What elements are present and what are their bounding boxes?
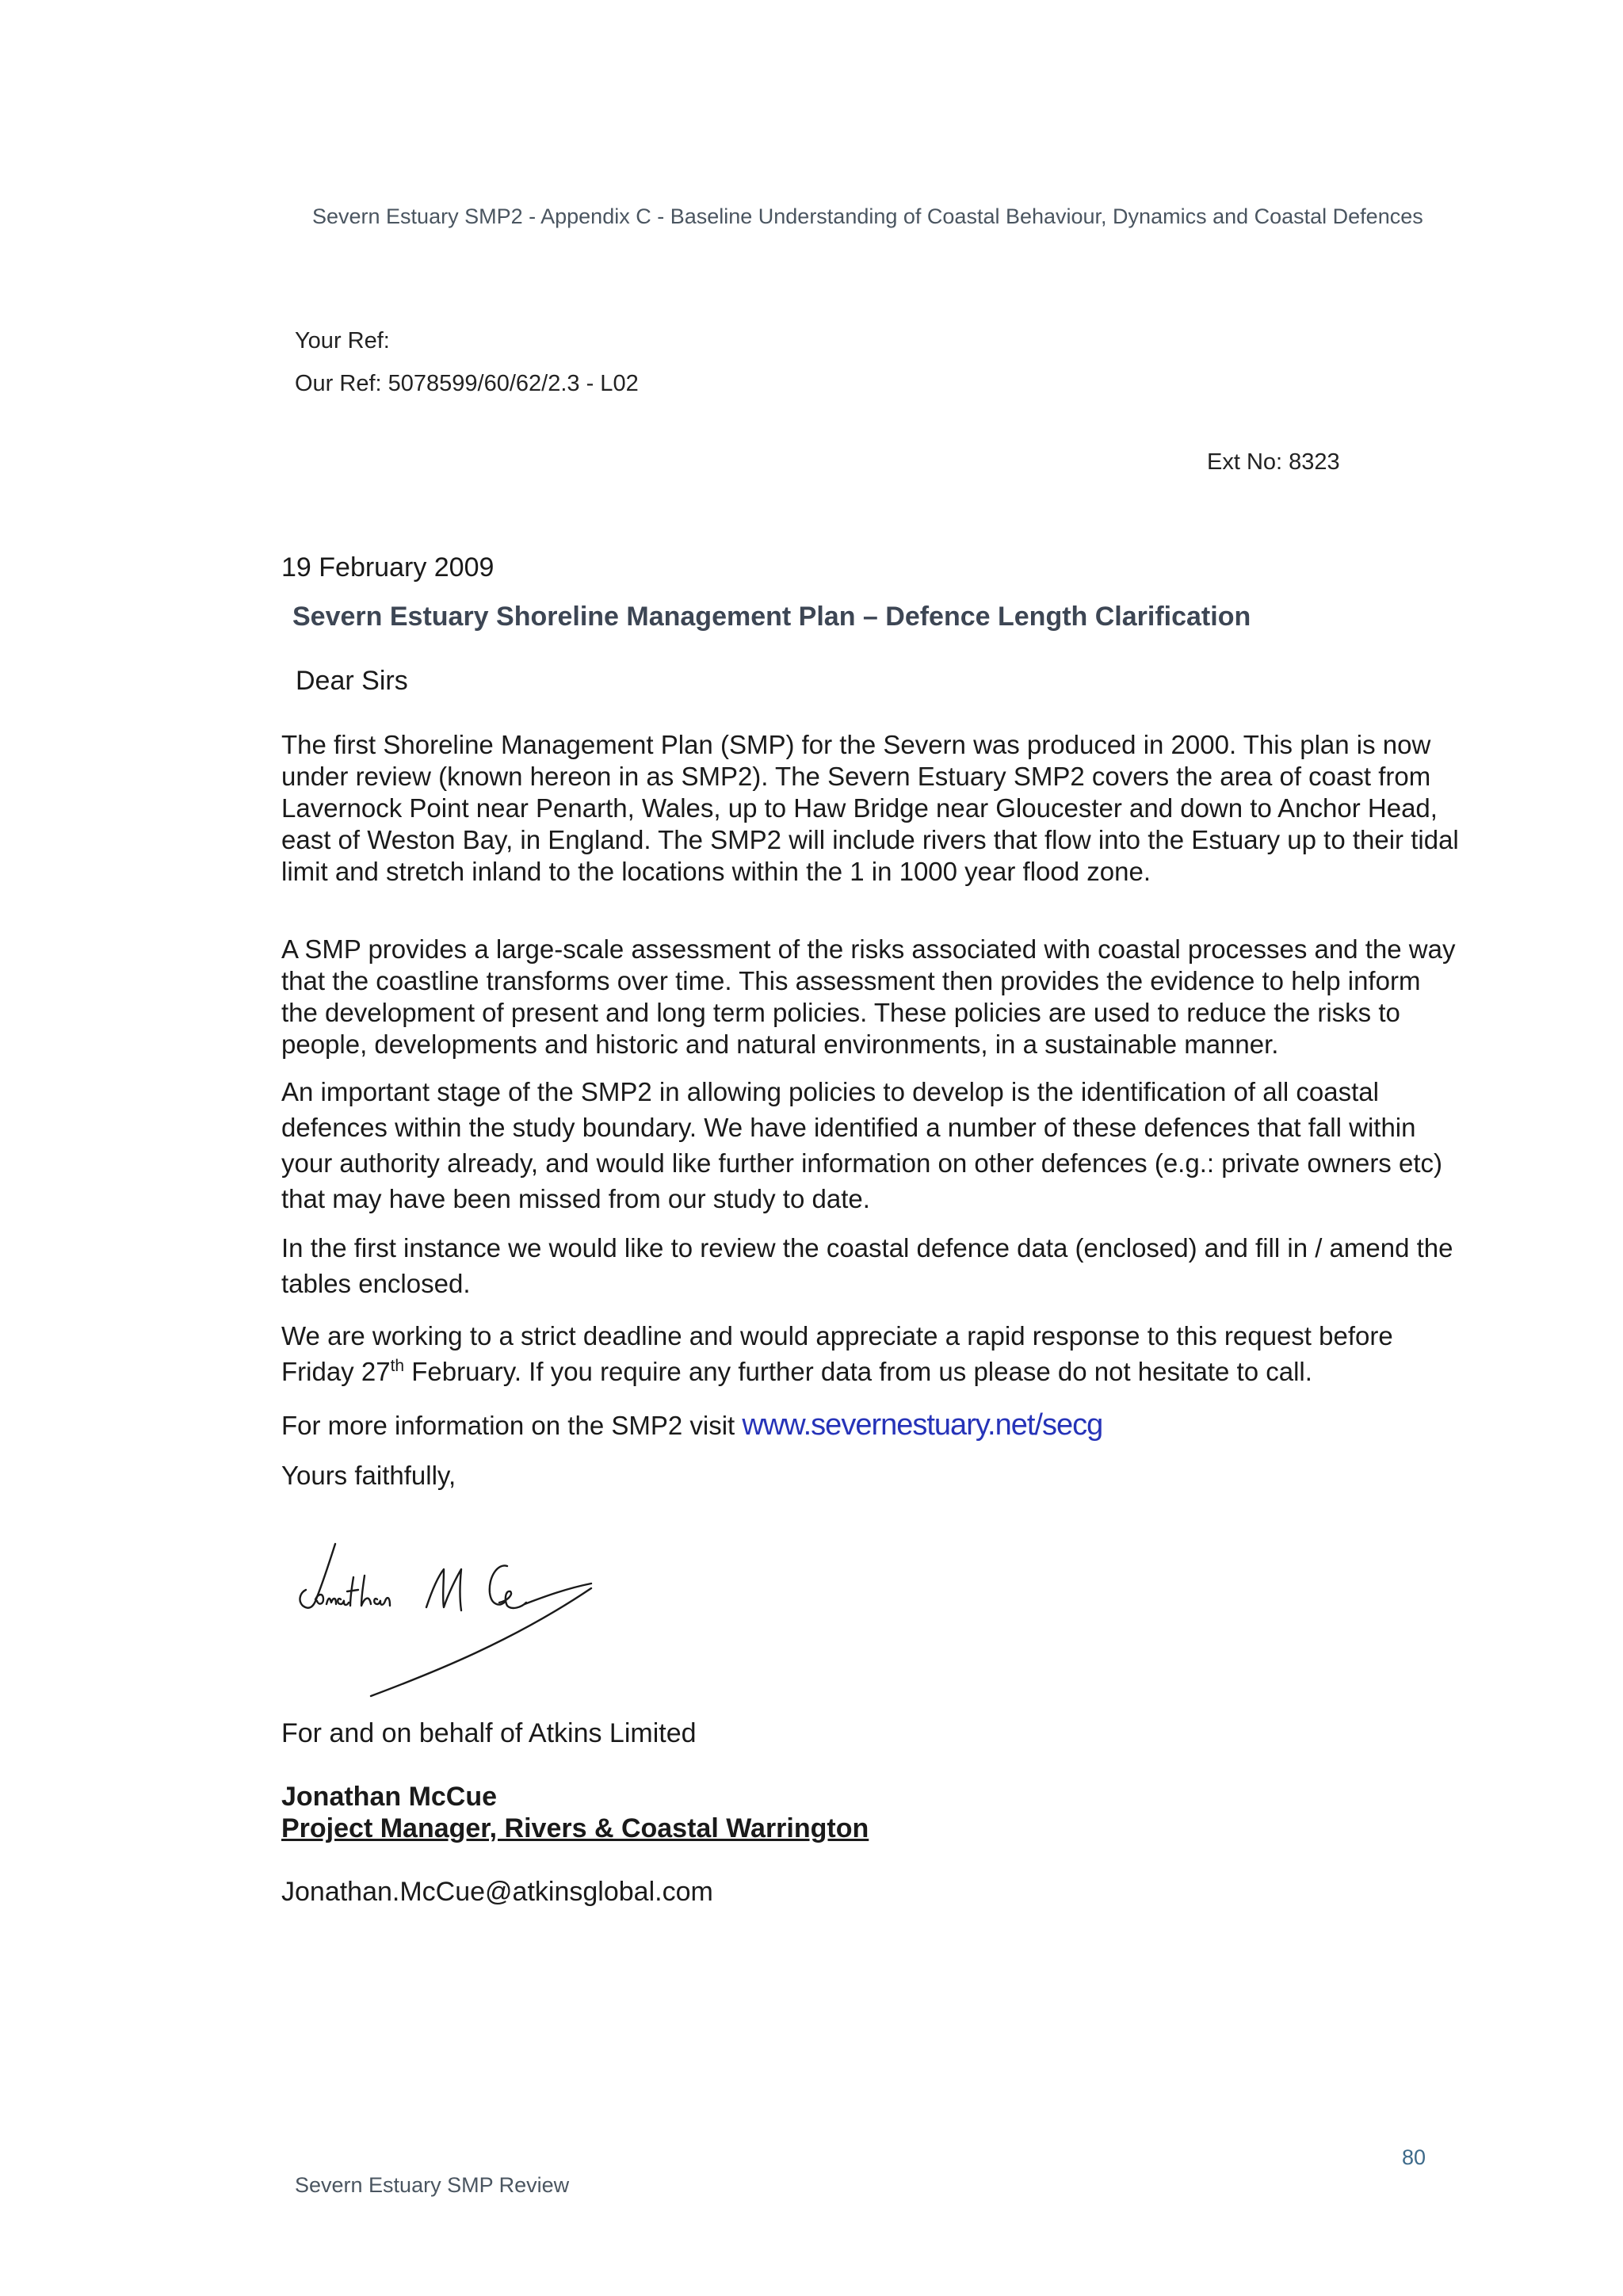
paragraph-info	[281, 1409, 1462, 1442]
footer-document-name: Severn Estuary SMP Review	[295, 2173, 570, 2197]
salutation: Dear Sirs	[296, 666, 408, 696]
our-ref: Our Ref: 5078599/60/62/2.3 - L02	[295, 371, 639, 396]
running-header: Severn Estuary SMP2 - Appendix C - Baseline Understanding of Coastal Behaviour, Dynamics and Coastal Defences	[312, 204, 1423, 228]
ext-number: Ext No: 8323	[1207, 449, 1340, 475]
your-ref: Your Ref:	[295, 328, 390, 353]
letter-subject: Severn Estuary Shoreline Management Plan – Defence Length Clarification	[292, 602, 1251, 632]
ordinal-suffix: th	[390, 1357, 405, 1375]
signatory-role: Project Manager, Rivers & Coastal Warrington	[281, 1813, 869, 1843]
info-text: For more information on the SMP2 visit	[281, 1411, 743, 1440]
signatory-email[interactable]: Jonathan.McCue@atkinsglobal.com	[281, 1877, 713, 1907]
deadline-text: We are working to a strict deadline and would appreciate a rapid response to this request before Friday 27	[281, 1321, 1393, 1386]
deadline-text-end: February. If you require any further data from us please do not hesitate to call.	[404, 1357, 1312, 1386]
paragraph-deadline	[281, 1318, 1462, 1389]
paragraph-2: A SMP provides a large-scale assessment of the risks associated with coastal processes and the way that the coastline transforms over time. This assessment then provides the evidence to help inform the development of present and long term policies. These policies are used to reduce the risks to people, developments and historic and natural environments, in a sustainable manner.	[281, 934, 1456, 1059]
paragraph-3: An important stage of the SMP2 in allowing policies to develop is the identification of all coastal defences within the study boundary. We have identified a number of these defences that fall within your authority already, and would like further information on other defences (e.g.: private owners etc) that may have been missed from our study to date.	[281, 1077, 1442, 1213]
paragraph-1: The first Shoreline Management Plan (SMP) for the Severn was produced in 2000. This plan is now under review (known hereon in as SMP2). The Severn Estuary SMP2 covers the area of coast from Lavernock Point near Penarth, Wales, up to Haw Bridge near Gloucester and down to Anchor Head, east of Weston Bay, in England. The SMP2 will include rivers that flow into the Estuary up to their tidal limit and stretch inland to the locations within the 1 in 1000 year flood zone.	[281, 730, 1459, 886]
signatory-name: Jonathan McCue	[281, 1782, 498, 1812]
page-number: 80	[1402, 2145, 1426, 2169]
handwritten-signature	[292, 1538, 609, 1712]
behalf-line: For and on behalf of Atkins Limited	[281, 1718, 697, 1748]
paragraph-4: In the first instance we would like to review the coastal defence data (enclosed) and fill in / amend the tables enclosed.	[281, 1233, 1453, 1298]
closing: Yours faithfully,	[281, 1461, 456, 1490]
website-link[interactable]: www.severnestuary.net/secg	[742, 1408, 1103, 1442]
letter-date: 19 February 2009	[281, 552, 495, 583]
